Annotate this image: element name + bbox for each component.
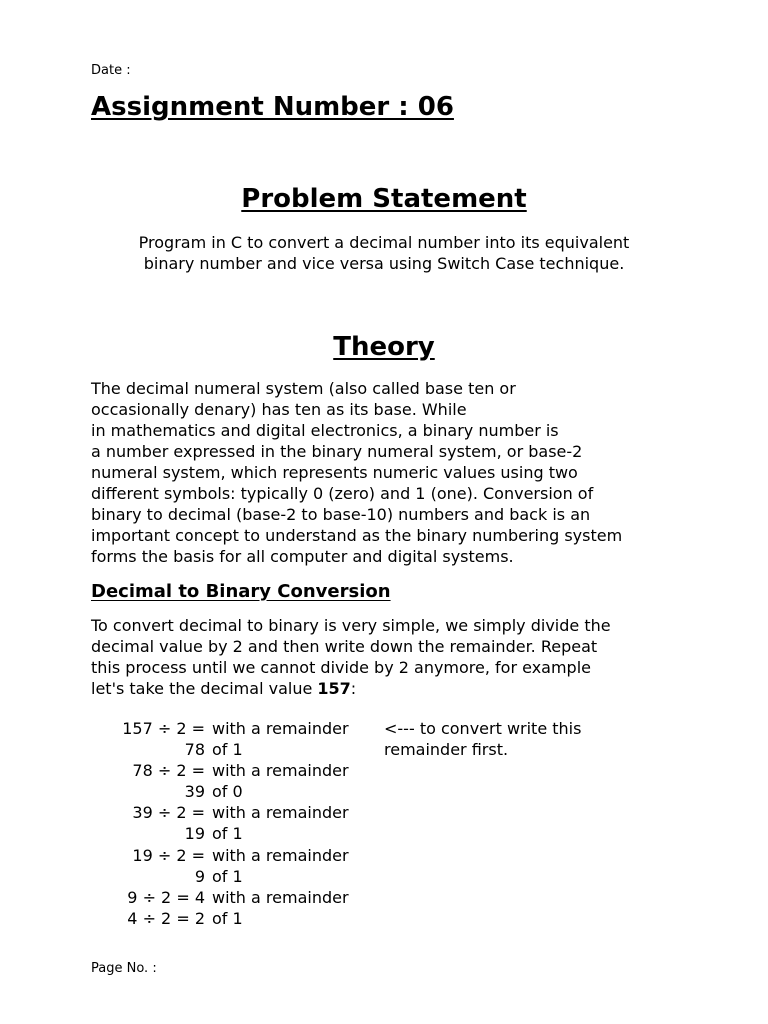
calc-remainder: with a remainder bbox=[212, 761, 349, 780]
calc-equation: 39 ÷ 2 = bbox=[132, 803, 205, 822]
calc-equation: 39 bbox=[184, 782, 205, 801]
theory-line: important concept to understand as the binary numbering system bbox=[91, 526, 623, 545]
d2b-line: To convert decimal to binary is very simple, we simply divide the bbox=[91, 616, 611, 635]
decimal-to-binary-heading: Decimal to Binary Conversion bbox=[91, 581, 391, 602]
theory-line: The decimal numeral system (also called base ten or bbox=[91, 379, 516, 398]
calc-equation: 9 bbox=[194, 867, 205, 886]
calc-equation: 78 ÷ 2 = bbox=[132, 761, 205, 780]
example-value: 157 bbox=[317, 679, 351, 698]
calc-remainder: with a remainder bbox=[212, 846, 349, 865]
theory-line: forms the basis for all computer and digital systems. bbox=[91, 547, 514, 566]
calc-equation: 78 bbox=[184, 740, 205, 759]
theory-line: in mathematics and digital electronics, a binary number is bbox=[91, 421, 559, 440]
calc-remainder: with a remainder bbox=[212, 719, 349, 738]
d2b-line: decimal value by 2 and then write down the remainder. Repeat bbox=[91, 637, 598, 656]
calc-remainder: of 1 bbox=[212, 909, 243, 928]
problem-statement-text bbox=[0, 232, 768, 274]
d2b-line: this process until we cannot divide by 2 anymore, for example bbox=[91, 658, 591, 677]
theory-line: occasionally denary) has ten as its base. While bbox=[91, 400, 467, 419]
d2b-line-prefix: let's take the decimal value bbox=[91, 679, 318, 698]
calc-equation: 9 ÷ 2 = 4 bbox=[127, 888, 205, 907]
d2b-line-last bbox=[91, 678, 611, 699]
theory-line: different symbols: typically 0 (zero) and 1 (one). Conversion of bbox=[91, 484, 594, 503]
page-number-label: Page No. : bbox=[91, 961, 157, 976]
assignment-title: Assignment Number : 06 bbox=[91, 92, 454, 122]
theory-line: numeral system, which represents numeric values using two bbox=[91, 463, 578, 482]
calc-remainder: of 0 bbox=[212, 782, 243, 801]
conversion-note bbox=[384, 718, 581, 760]
date-label: Date : bbox=[91, 63, 131, 78]
theory-heading: Theory bbox=[333, 332, 435, 362]
calc-remainder: of 1 bbox=[212, 867, 243, 886]
problem-statement-heading: Problem Statement bbox=[241, 184, 527, 214]
theory-paragraph bbox=[91, 378, 622, 567]
d2b-line-suffix: : bbox=[350, 679, 357, 698]
note-line: remainder first. bbox=[384, 740, 509, 759]
problem-line: Program in C to convert a decimal number into its equivalent bbox=[138, 233, 630, 252]
theory-line: binary to decimal (base-2 to base-10) numbers and back is an bbox=[91, 505, 591, 524]
calc-equation: 157 ÷ 2 = bbox=[122, 719, 205, 738]
calc-remainder: of 1 bbox=[212, 740, 243, 759]
calc-equation: 19 ÷ 2 = bbox=[132, 846, 205, 865]
calc-remainder: with a remainder bbox=[212, 803, 349, 822]
problem-line: binary number and vice versa using Switch Case technique. bbox=[143, 254, 625, 273]
calc-equation: 19 bbox=[184, 824, 205, 843]
calc-remainder: of 1 bbox=[212, 824, 243, 843]
calc-remainder: with a remainder bbox=[212, 888, 349, 907]
decimal-to-binary-paragraph bbox=[91, 615, 611, 699]
theory-line: a number expressed in the binary numeral system, or base-2 bbox=[91, 442, 583, 461]
calc-equation: 4 ÷ 2 = 2 bbox=[127, 909, 205, 928]
note-line: <--- to convert write this bbox=[384, 719, 582, 738]
